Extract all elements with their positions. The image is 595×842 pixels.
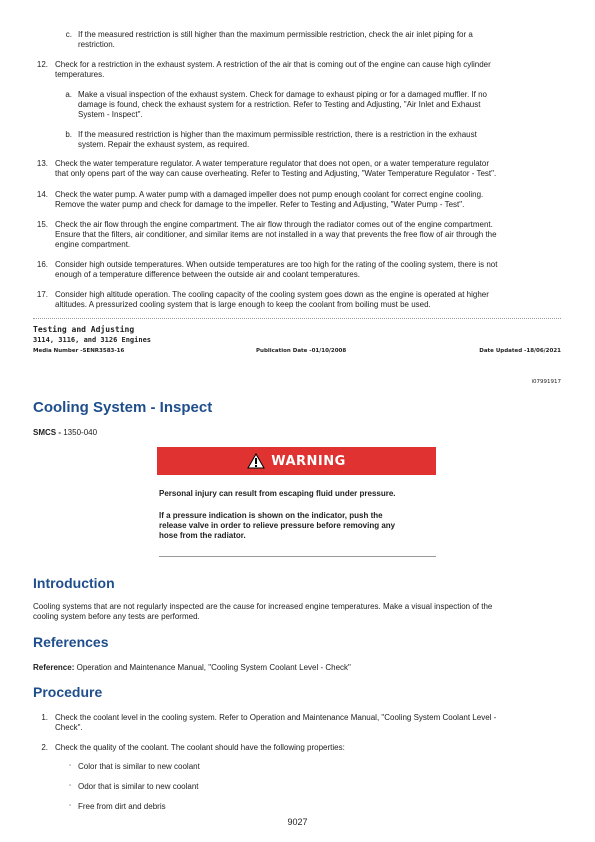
list-item-text: temperatures. [55,70,105,79]
list-item-text: Check the quality of the coolant. The coolant should have the following properties: [55,743,345,752]
bullet-marker: ▫ [69,803,72,809]
list-item-text: Make a visual inspection of the exhaust system. Check for damage to exhaust piping or for a damaged muffler. If no [78,90,487,99]
paragraph-text: Cooling systems that are not regularly inspected are the cause for increased engine temperatures. Make a visual inspection of the [33,602,493,611]
warning-text: release valve in order to relieve pressure before removing any [159,521,396,530]
smcs-label: SMCS - [33,428,61,437]
bullet-marker: ▫ [69,783,72,789]
doc-id: i07991917 [531,379,561,385]
list-marker: c. [65,30,72,39]
page-title: Cooling System - Inspect [33,399,213,416]
procedure-heading: Procedure [33,684,103,700]
list-item-text: system. Repair the exhaust system, as required. [78,140,250,149]
list-marker: 16. [36,260,48,269]
list-marker: 12. [36,60,48,69]
warning-banner [157,447,436,475]
bullet-marker: ▫ [69,763,72,769]
publication-date: Publication Date -01/10/2008 [256,348,347,354]
warning-text: If a pressure indication is shown on the indicator, push the [159,511,383,520]
list-item-text: If the measured restriction is still higher than the maximum permissible restriction, check the air inlet piping for a [78,30,473,39]
list-item-text: Check the water pump. A water pump with a damaged impeller does not pump enough coolant for correct engine cooling. [55,190,484,199]
list-item-text: Ensure that the filters, air conditioner, and similar items are not installed in a way that prevents the free flow of air through the [55,230,497,239]
list-marker: 13. [36,159,48,168]
list-item-text: damage is found, check the exhaust system for a restriction. Refer to Testing and Adjusting, "Air Inlet and Exhaust [78,100,481,109]
bullet-item: Odor that is similar to new coolant [78,782,199,791]
smcs-code [33,428,97,438]
list-item-text: enough of a temperature difference between the outside air and coolant temperatures. [55,270,360,279]
bullet-item: Free from dirt and debris [78,802,166,811]
list-item-text: Consider high outside temperatures. When outside temperatures are too high for the rating of the cooling system, there is not [55,260,498,269]
date-updated: Date Updated -18/06/2021 [479,348,561,354]
reference-line [33,663,351,673]
warning-text: Personal injury can result from escaping fluid under pressure. [159,489,396,498]
reference-text: Operation and Maintenance Manual, "Cooling System Coolant Level - Check" [76,663,351,672]
list-marker: 15. [36,220,48,229]
list-marker: 1. [41,713,48,722]
list-item-text: Check the coolant level in the cooling system. Refer to Operation and Maintenance Manual, "Cooling System Coolant Level - [55,713,497,722]
smcs-value: 1350-040 [63,428,98,437]
doc-title: Testing and Adjusting [33,325,135,334]
section-divider [33,318,561,319]
list-item-text: altitudes. A pressurized cooling system that is large enough to keep the coolant from boiling must be used. [55,300,431,309]
list-item-text: System - Inspect". [78,110,143,119]
doc-subtitle: 3114, 3116, and 3126 Engines [33,336,152,344]
list-marker: a. [65,90,72,99]
list-marker: 17. [36,290,48,299]
list-item-text: Check". [55,723,83,732]
list-item-text: Check the water temperature regulator. A water temperature regulator that does not open, or a water temperature regulator [55,159,490,168]
list-item-text: Consider high altitude operation. The cooling capacity of the cooling system goes down as the engine is operated at higher [55,290,489,299]
bullet-item: Color that is similar to new coolant [78,762,200,771]
list-item-text: that only opens part of the way can cause overheating. Refer to Testing and Adjusting, "Water Temperature Regulator - Test". [55,169,497,178]
list-item-text: Check for a restriction in the exhaust system. A restriction of the air that is coming out of the engine can cause high cylinder [55,60,491,69]
references-heading: References [33,634,109,650]
introduction-heading: Introduction [33,575,115,591]
warning-label: WARNING [271,453,346,469]
warning-triangle-icon [247,453,265,469]
warning-divider [159,556,436,557]
paragraph-text: cooling system before any tests are performed. [33,612,200,621]
list-marker: 2. [41,743,48,752]
warning-text: hose from the radiator. [159,531,246,540]
reference-label: Reference: [33,663,75,672]
list-item-text: engine compartment. [55,240,131,249]
list-marker: 14. [36,190,48,199]
list-item-text: Check the air flow through the engine compartment. The air flow through the radiator comes out of the engine compartment. [55,220,493,229]
list-marker: b. [65,130,72,139]
list-item-text: If the measured restriction is higher than the maximum permissible restriction, there is a restriction in the exhaust [78,130,477,139]
media-number: Media Number -SENR3583-16 [33,348,125,354]
list-item-text: Remove the water pump and check for damage to the impeller. Refer to Testing and Adjusting, "Water Pump - Test". [55,200,465,209]
list-item-text: restriction. [78,40,115,49]
page-number: 9027 [287,817,308,827]
